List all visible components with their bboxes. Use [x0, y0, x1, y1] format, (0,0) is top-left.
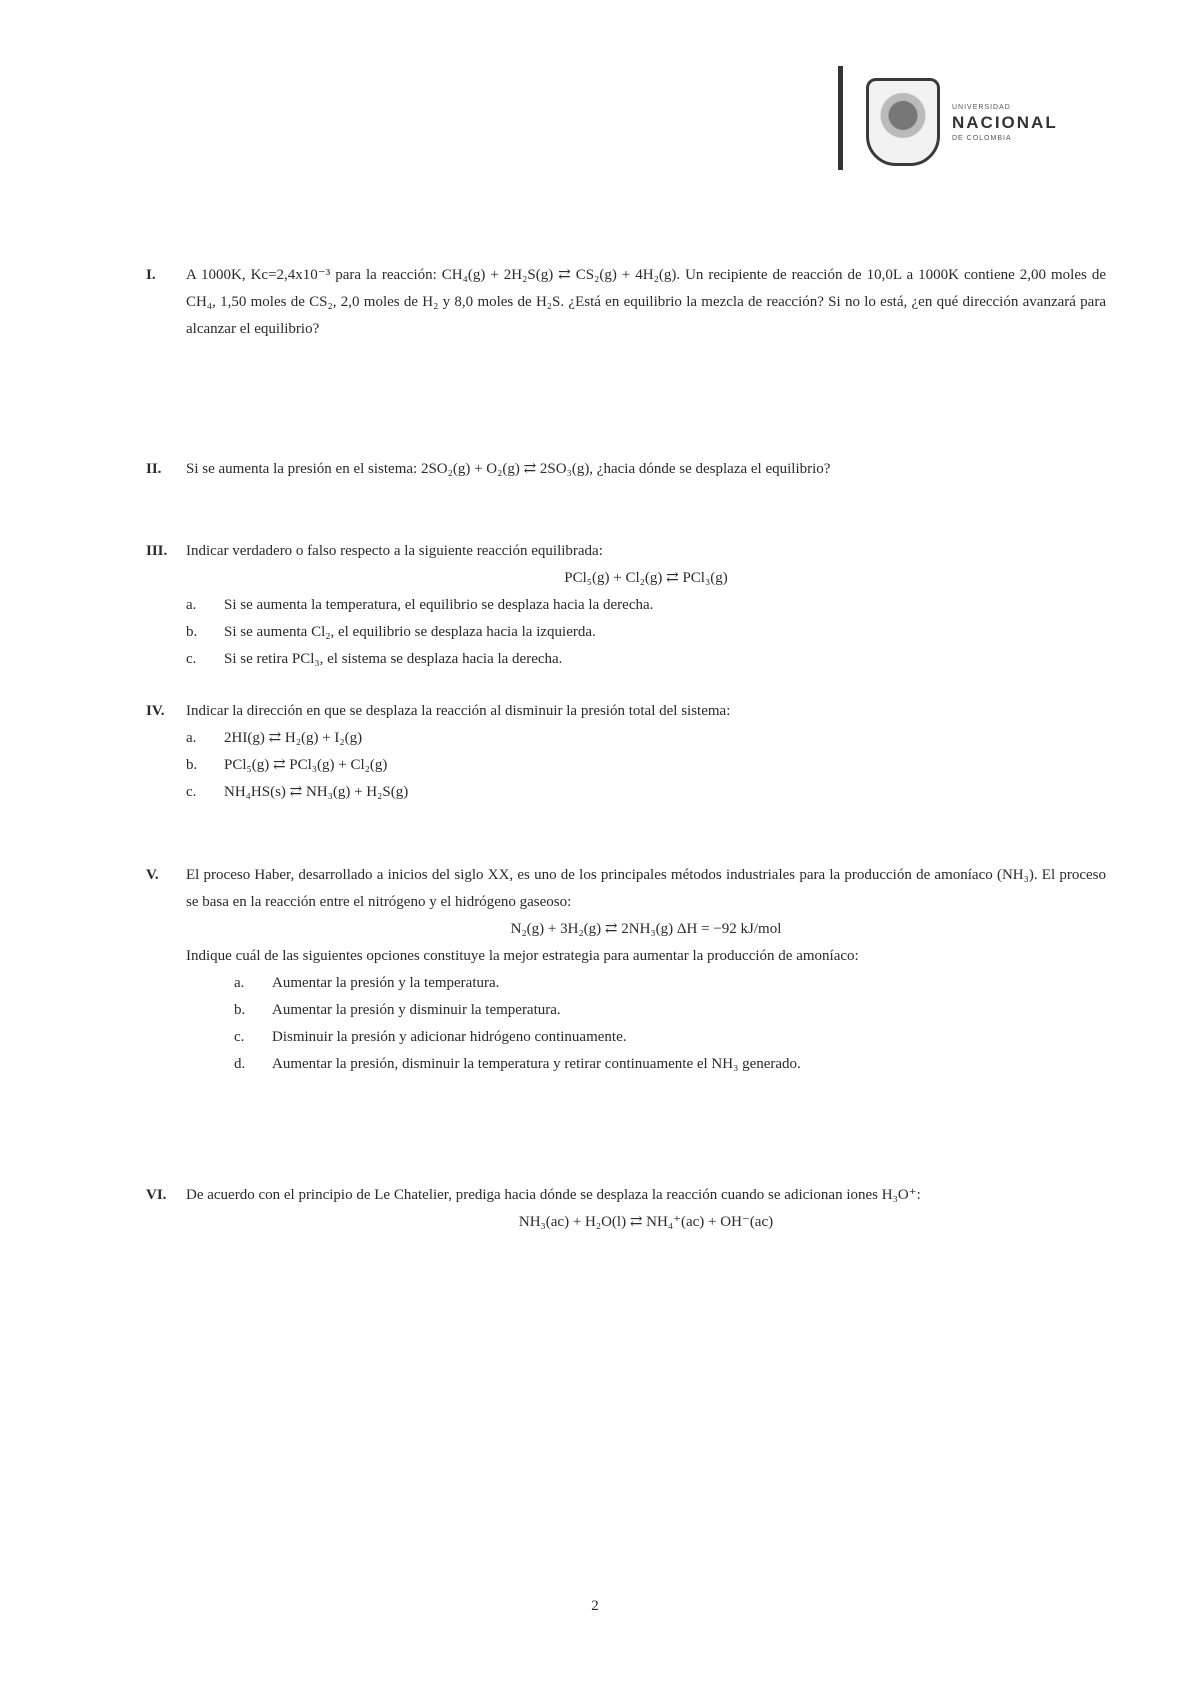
option-letter: b. — [186, 757, 198, 773]
equation: PCl₅(g) + Cl₂(g) ⇄ PCl₃(g) — [564, 570, 728, 586]
question-2 — [146, 456, 1106, 483]
equation: NH₃(ac) + H₂O(l) ⇄ NH₄⁺(ac) + OH⁻(ac) — [518, 1214, 774, 1230]
logo-sub-text: DE COLOMBIA — [952, 135, 1012, 142]
question-text: Indicar verdadero o falso respecto a la siguiente reacción equilibrada: — [186, 543, 603, 559]
question-5 — [146, 862, 1106, 1078]
equation: N₂(g) + 3H₂(g) ⇄ 2NH₃(g) ΔH = −92 kJ/mol — [510, 921, 782, 937]
option-letter: d. — [234, 1056, 246, 1072]
option-item — [186, 592, 1106, 619]
option-item — [234, 997, 1106, 1024]
option-text: PCl₅(g) ⇄ PCl₃(g) + Cl₂(g) — [224, 757, 388, 773]
option-text: Aumentar la presión y disminuir la temperatura. — [272, 1002, 561, 1018]
option-item — [234, 1024, 1106, 1051]
option-letter: b. — [186, 624, 198, 640]
option-text: Disminuir la presión y adicionar hidrógeno continuamente. — [272, 1029, 627, 1045]
question-text: A 1000K, Kc=2,4x10⁻³ para la reacción: CH₄(g) + 2H₂S(g) ⇄ CS₂(g) + 4H₂(g). Un recipiente de reacción de 10,0L a 1000K contiene 2,00 moles de CH₄, 1,50 moles de CS₂, 2,0 moles de H₂ y 8,0 moles de H₂S. ¿Está en equilibrio la mezcla de reacción? Si no lo está, ¿en qué dirección avanzará para alcanzar el equilibrio? — [186, 267, 1106, 337]
option-item — [234, 970, 1106, 997]
option-item — [186, 619, 1106, 646]
option-letter: a. — [234, 975, 245, 991]
question-text: Si se aumenta la presión en el sistema: 2SO₂(g) + O₂(g) ⇄ 2SO₃(g), ¿hacia dónde se desplaza el equilibrio? — [186, 461, 831, 477]
option-letter: c. — [186, 784, 197, 800]
question-number: IV. — [146, 703, 165, 719]
option-letter: b. — [234, 1002, 246, 1018]
question-text: Indicar la dirección en que se desplaza la reacción al disminuir la presión total del sistema: — [186, 703, 731, 719]
option-text: 2HI(g) ⇄ H₂(g) + I₂(g) — [224, 730, 363, 746]
logo-name: NACIONAL — [952, 113, 1058, 132]
option-item — [234, 1051, 1106, 1078]
option-item — [186, 646, 1106, 673]
page-number: 2 — [591, 1598, 599, 1614]
option-text: Si se retira PCl₃, el sistema se desplaza hacia la derecha. — [224, 651, 563, 667]
question-number: I. — [146, 267, 156, 283]
question-1 — [146, 262, 1106, 343]
university-seal-icon — [866, 78, 940, 166]
question-4 — [146, 698, 1106, 806]
logo-divider — [838, 66, 843, 170]
option-item — [186, 752, 1106, 779]
option-text: Aumentar la presión, disminuir la temperatura y retirar continuamente el NH₃ generado. — [272, 1056, 801, 1072]
option-text: Aumentar la presión y la temperatura. — [272, 975, 500, 991]
question-text: De acuerdo con el principio de Le Chatelier, prediga hacia dónde se desplaza la reacción cuando se adicionan iones H₃O⁺: — [186, 1187, 921, 1203]
option-letter: c. — [186, 651, 197, 667]
question-6 — [146, 1182, 1106, 1236]
question-number: VI. — [146, 1187, 167, 1203]
question-instruction: Indique cuál de las siguientes opciones constituye la mejor estrategia para aumentar la producción de amoníaco: — [186, 948, 859, 964]
question-text: El proceso Haber, desarrollado a inicios del siglo XX, es uno de los principales métodos industriales para la producción de amoníaco (NH₃). El proceso se basa en la reacción entre el nitrógeno y el hidrógeno gaseoso: — [186, 867, 1106, 910]
option-text: NH₄HS(s) ⇄ NH₃(g) + H₂S(g) — [224, 784, 409, 800]
option-text: Si se aumenta Cl₂, el equilibrio se desplaza hacia la izquierda. — [224, 624, 596, 640]
logo-text — [952, 104, 1092, 142]
question-number: V. — [146, 867, 159, 883]
question-3 — [146, 538, 1106, 673]
question-number: III. — [146, 543, 168, 559]
logo-top-text: UNIVERSIDAD — [952, 104, 1011, 111]
option-text: Si se aumenta la temperatura, el equilibrio se desplaza hacia la derecha. — [224, 597, 654, 613]
option-letter: a. — [186, 597, 197, 613]
option-letter: a. — [186, 730, 197, 746]
question-number: II. — [146, 461, 162, 477]
option-item — [186, 725, 1106, 752]
option-item — [186, 779, 1106, 806]
option-letter: c. — [234, 1029, 245, 1045]
